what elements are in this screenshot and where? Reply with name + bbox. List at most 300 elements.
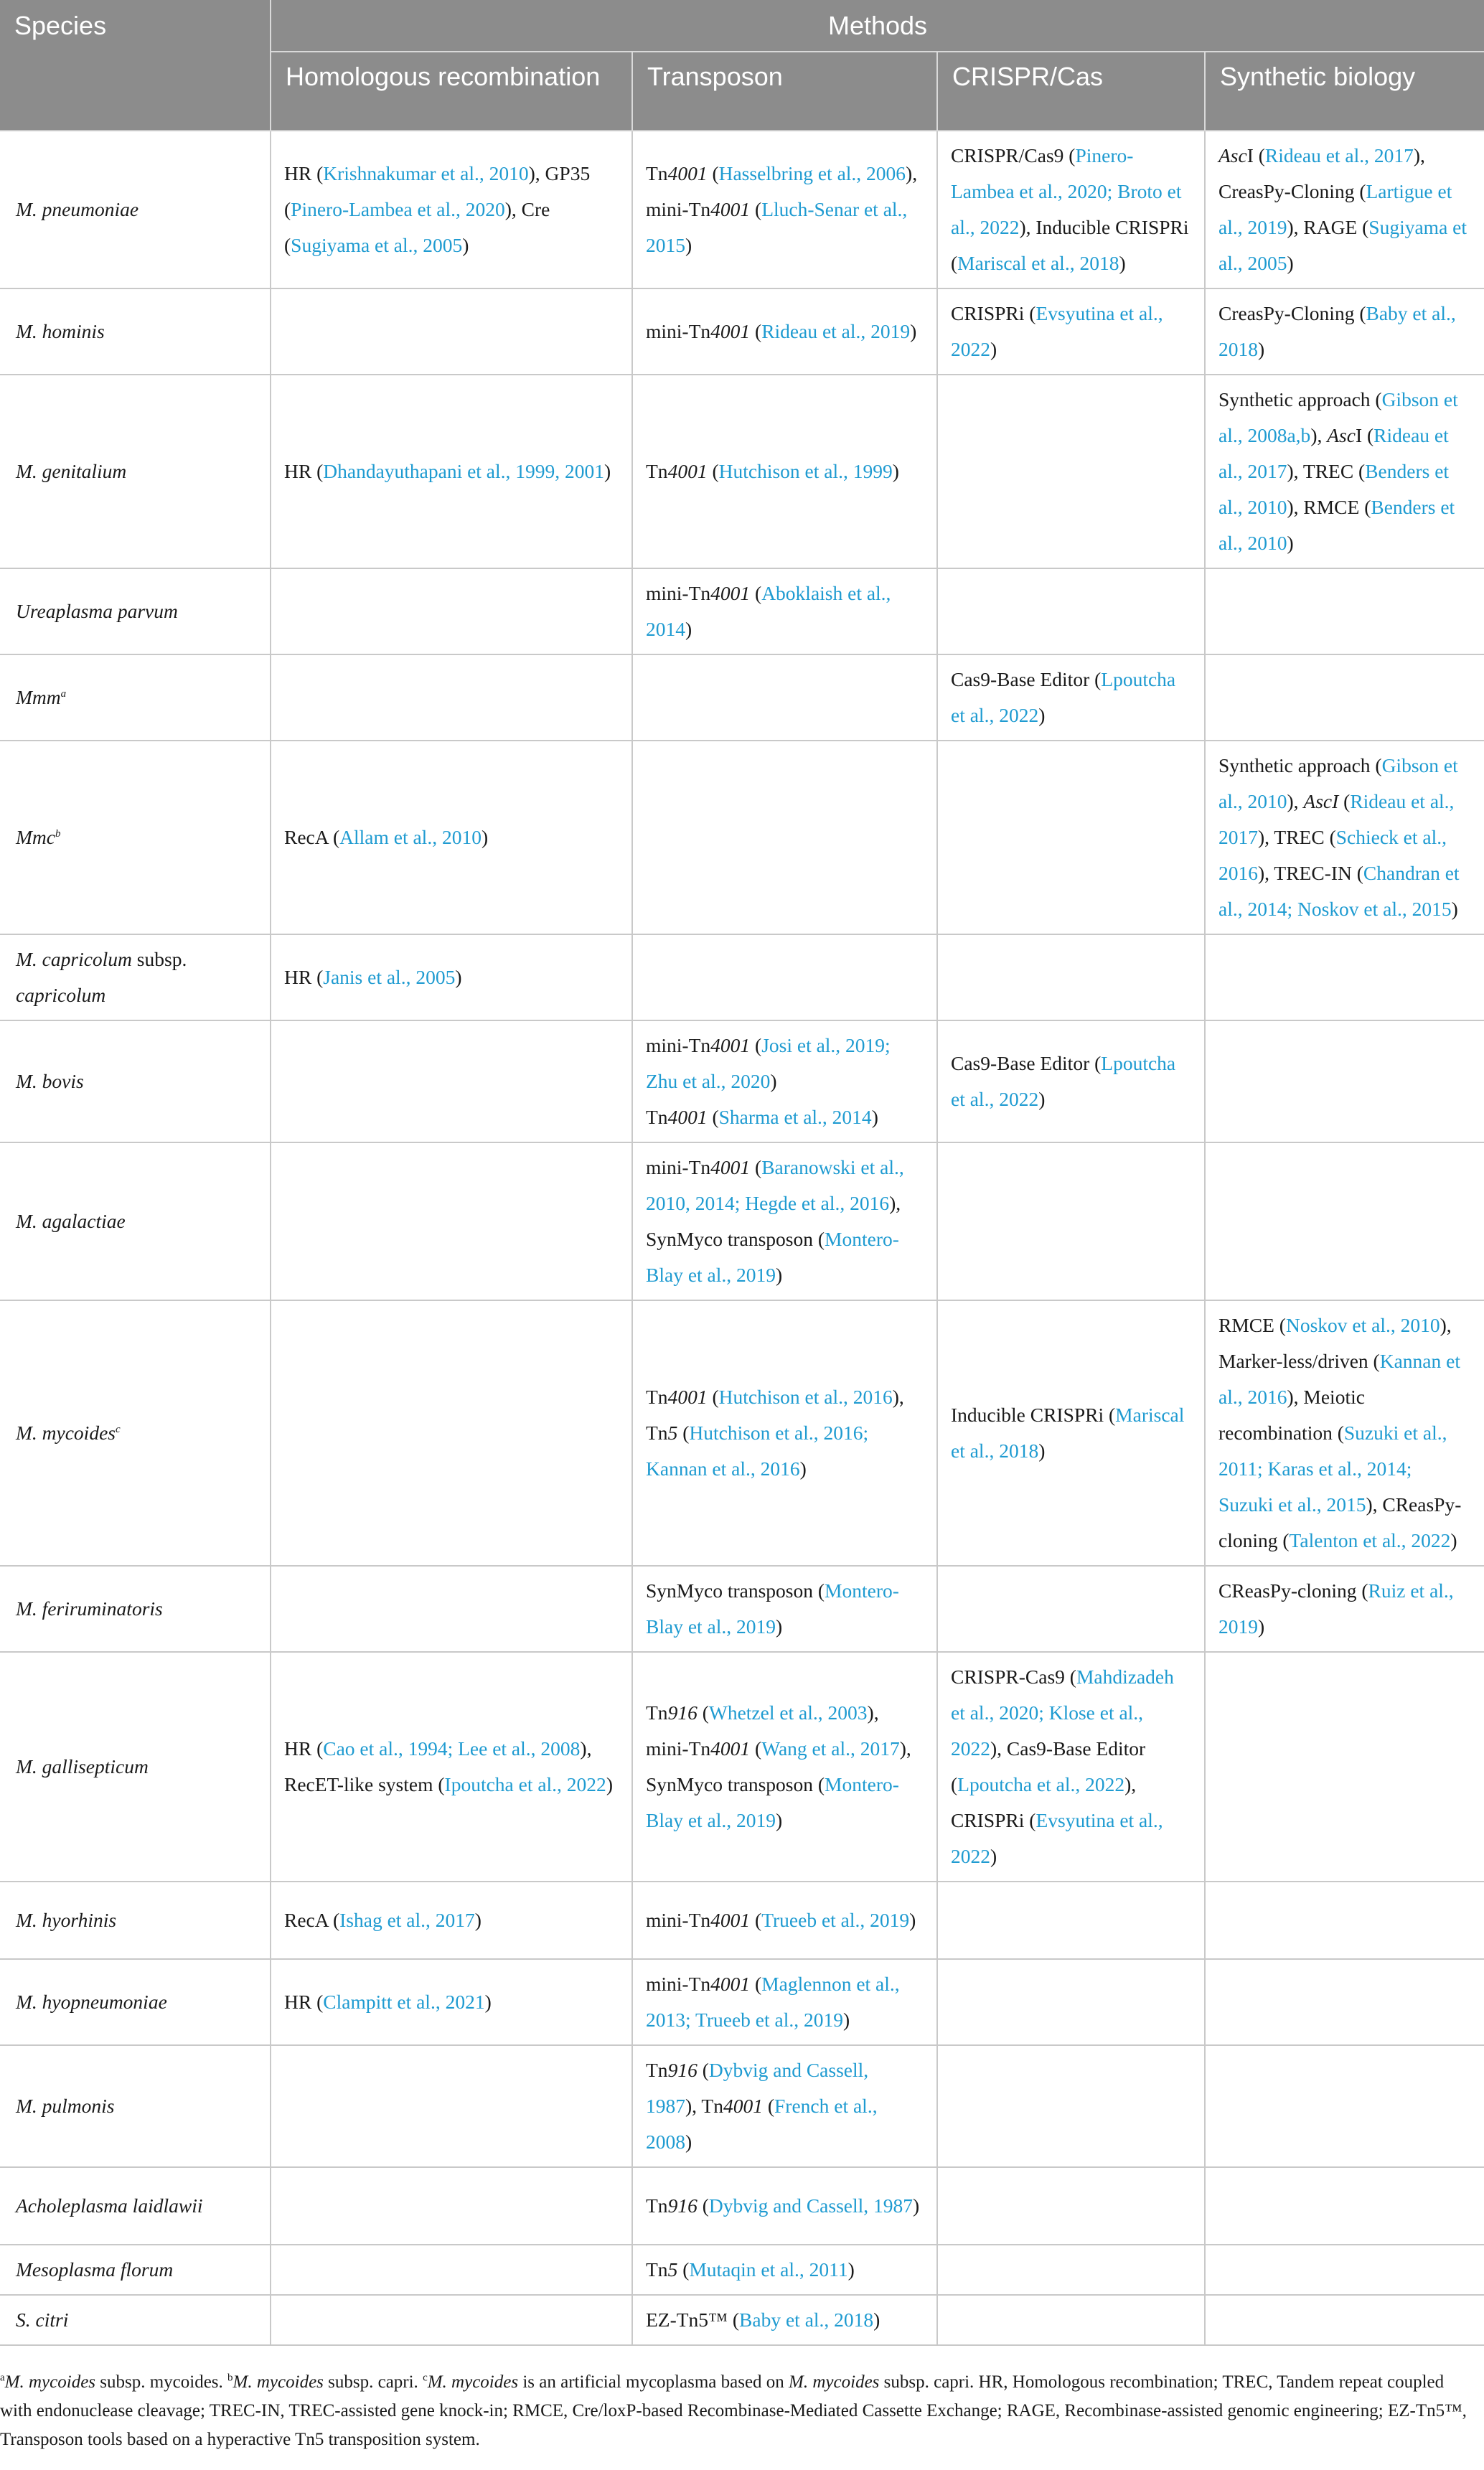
transposon-cell bbox=[632, 1882, 937, 1959]
text-run: ), CReasPy-cloning ( bbox=[1218, 1493, 1462, 1551]
text-run: ) bbox=[1258, 1615, 1265, 1638]
citation-link[interactable]: Hasselbring et al., 2006 bbox=[718, 162, 906, 184]
citation-link[interactable]: Wang et al., 2017 bbox=[761, 1737, 900, 1760]
footnote-marker: a bbox=[0, 2372, 5, 2384]
text-run: Ureaplasma parvum bbox=[16, 600, 178, 622]
citation-link[interactable]: Ishag et al., 2017 bbox=[339, 1909, 475, 1931]
transposon-cell bbox=[632, 2167, 937, 2245]
citation-link[interactable]: Maglennon et al., 2013; Trueeb et al., 2019 bbox=[646, 1973, 900, 2031]
table-row bbox=[0, 1652, 1484, 1882]
text-run: 4001 bbox=[710, 1909, 751, 1931]
text-run: SynMyco transposon ( bbox=[646, 1579, 825, 1602]
transposon-cell bbox=[632, 654, 937, 741]
citation-link[interactable]: Talenton et al., 2022 bbox=[1289, 1529, 1451, 1551]
text-run: 4001 bbox=[710, 1973, 751, 1995]
species-cell bbox=[0, 1959, 271, 2045]
text-run: M. mycoides bbox=[4, 2372, 96, 2392]
table-row bbox=[0, 1020, 1484, 1142]
citation-link[interactable]: Allam et al., 2010 bbox=[339, 826, 482, 848]
synthetic-biology-cell bbox=[1205, 934, 1484, 1020]
text-run: M. agalactiae bbox=[16, 1210, 126, 1232]
citation-link[interactable]: Montero-Blay et al., 2019 bbox=[646, 1579, 899, 1638]
text-run: M. mycoides bbox=[789, 2372, 880, 2392]
table-body bbox=[0, 131, 1484, 2345]
text-run: ) bbox=[474, 1909, 482, 1931]
species-cell bbox=[0, 1652, 271, 1882]
text-run: M. bovis bbox=[16, 1070, 84, 1092]
transposon-cell bbox=[632, 2295, 937, 2345]
text-run: CReasPy-cloning ( bbox=[1218, 1579, 1368, 1602]
text-run: ( bbox=[677, 2258, 690, 2281]
text-run: ( bbox=[697, 1701, 709, 1724]
text-run: M. hyorhinis bbox=[16, 1909, 117, 1931]
text-run: ), RMCE ( bbox=[1287, 496, 1371, 518]
text-run: ( bbox=[750, 1909, 762, 1931]
text-run: Cas9-Base Editor ( bbox=[951, 1052, 1102, 1074]
synthetic-biology-cell bbox=[1205, 1959, 1484, 2045]
text-run: Synthetic approach ( bbox=[1218, 754, 1382, 776]
citation-link[interactable]: Cao et al., 1994; Lee et al., 2008 bbox=[323, 1737, 581, 1760]
text-run: ) bbox=[484, 1991, 492, 2013]
text-run: subsp. capri. HR, Homologous recombination; TREC, Tandem repeat coupled with endonuclease cleavage; TREC-IN, TREC-assisted gene knock-in; RMCE, Cre/loxP-based Recombinase-Mediated Cassette Exchange; RAGE, Recombinase-assisted genomic engineering; EZ-Tn5™, Transposon tools based on a hyperactive Tn5 transposition system. bbox=[0, 2372, 1467, 2449]
text-run: ( bbox=[750, 198, 762, 220]
transposon-cell bbox=[632, 1142, 937, 1300]
text-run: ) bbox=[1451, 898, 1458, 920]
citation-link[interactable]: Dybvig and Cassell, 1987 bbox=[708, 2194, 914, 2217]
text-run: I ( bbox=[1246, 144, 1265, 166]
citation-link[interactable]: Ipoutcha et al., 2022 bbox=[444, 1773, 606, 1795]
text-run: M. mycoides bbox=[16, 1422, 116, 1444]
synthetic-biology-cell bbox=[1205, 654, 1484, 741]
text-run: M. pulmonis bbox=[16, 2095, 115, 2117]
text-run: mini-Tn bbox=[646, 320, 711, 342]
crispr-cas-cell bbox=[937, 1652, 1205, 1882]
table-row bbox=[0, 288, 1484, 375]
homologous-recombination-cell bbox=[271, 375, 632, 568]
text-run: 4001 bbox=[710, 320, 751, 342]
text-run: M. hyopneumoniae bbox=[16, 1991, 167, 2013]
citation-link[interactable]: Gibson et al., 2008a,b bbox=[1218, 388, 1458, 446]
text-run: 4001 bbox=[710, 1034, 751, 1056]
text-run: ), RAGE ( bbox=[1287, 216, 1369, 238]
homologous-recombination-header: Homologous recombination bbox=[271, 52, 632, 131]
text-run: subsp. capri. bbox=[323, 2372, 423, 2392]
text-run: M. mycoides bbox=[427, 2372, 519, 2392]
text-run: ) bbox=[685, 2131, 692, 2153]
homologous-recombination-cell bbox=[271, 1020, 632, 1142]
text-run: ) bbox=[455, 966, 462, 988]
text-run: ( bbox=[750, 320, 762, 342]
text-run: ), Cre ( bbox=[284, 198, 550, 256]
citation-link[interactable]: Evsyutina et al., 2022 bbox=[951, 302, 1163, 360]
crispr-cas-cell bbox=[937, 654, 1205, 741]
synthetic-biology-cell bbox=[1205, 2167, 1484, 2245]
text-run: CreasPy-Cloning ( bbox=[1218, 302, 1366, 324]
homologous-recombination-cell bbox=[271, 2045, 632, 2167]
text-run: HR ( bbox=[284, 162, 324, 184]
text-run: M. capricolum bbox=[16, 948, 132, 970]
text-run: M. gallisepticum bbox=[16, 1755, 149, 1778]
methods-header: Methods bbox=[271, 0, 1484, 52]
text-run: Cas9-Base Editor ( bbox=[951, 668, 1102, 690]
synthetic-biology-cell bbox=[1205, 131, 1484, 288]
citation-link[interactable]: Montero-Blay et al., 2019 bbox=[646, 1773, 899, 1831]
text-run: ) bbox=[1038, 704, 1046, 726]
citation-link[interactable]: Noskov et al., 2010 bbox=[1285, 1314, 1440, 1336]
citation-link[interactable]: Chandran et al., 2014; Noskov et al., 2015 bbox=[1218, 862, 1460, 920]
text-run: mini-Tn bbox=[646, 1973, 711, 1995]
citation-link[interactable]: Dybvig and Cassell, 1987 bbox=[646, 2059, 869, 2117]
text-run: Mmm bbox=[16, 686, 61, 708]
synthetic-biology-cell bbox=[1205, 288, 1484, 375]
text-run: mini-Tn bbox=[646, 582, 711, 604]
citation-link[interactable]: Trueeb et al., 2019 bbox=[761, 1909, 910, 1931]
text-run: Acholeplasma laidlawii bbox=[16, 2194, 203, 2217]
text-run: ) bbox=[1450, 1529, 1457, 1551]
species-cell bbox=[0, 1882, 271, 1959]
citation-link[interactable]: Rideau et al., 2019 bbox=[761, 320, 911, 342]
text-run: ) bbox=[910, 320, 917, 342]
citation-link[interactable]: Baranowski et al., 2010, 2014; Hegde et al., 2016 bbox=[646, 1156, 904, 1214]
text-run: 5 bbox=[667, 1422, 678, 1444]
text-run: 4001 bbox=[710, 1156, 751, 1178]
text-run: ), SynMyco transposon ( bbox=[646, 1192, 901, 1250]
citation-link[interactable]: Aboklaish et al., 2014 bbox=[646, 582, 891, 640]
text-run: ( bbox=[697, 2059, 709, 2081]
table-row bbox=[0, 1959, 1484, 2045]
text-run: ), TREC ( bbox=[1287, 460, 1366, 482]
citation-link[interactable]: Lpoutcha et al., 2022 bbox=[957, 1773, 1125, 1795]
crispr-cas-cell bbox=[937, 568, 1205, 654]
text-run: ) bbox=[799, 1457, 807, 1480]
table-row bbox=[0, 1300, 1484, 1566]
text-run: Tn bbox=[646, 460, 668, 482]
table-footnote bbox=[0, 2368, 1478, 2454]
crispr-cas-cell bbox=[937, 1020, 1205, 1142]
citation-link[interactable]: Dhandayuthapani et al., 1999, 2001 bbox=[323, 460, 605, 482]
text-run: ( bbox=[697, 2194, 709, 2217]
species-cell bbox=[0, 2295, 271, 2345]
text-run: 4001 bbox=[723, 2095, 763, 2117]
table-row bbox=[0, 2295, 1484, 2345]
citation-link[interactable]: Pinero-Lambea et al., 2020 bbox=[291, 198, 505, 220]
transposon-header: Transposon bbox=[632, 52, 937, 131]
synthetic-biology-cell bbox=[1205, 2295, 1484, 2345]
table-row bbox=[0, 934, 1484, 1020]
citation-link[interactable]: Hutchison et al., 2016; Kannan et al., 2016 bbox=[646, 1422, 869, 1480]
text-run: ( bbox=[750, 1973, 762, 1995]
citation-link[interactable]: Rideau et al., 2017 bbox=[1218, 424, 1449, 482]
citation-link[interactable]: French et al., 2008 bbox=[646, 2095, 878, 2153]
text-run: ), Inducible CRISPRi ( bbox=[951, 216, 1189, 274]
text-run: ) bbox=[1287, 532, 1294, 554]
citation-link[interactable]: Sugiyama et al., 2005 bbox=[291, 234, 463, 256]
text-run: ) bbox=[685, 234, 692, 256]
text-run: ) bbox=[481, 826, 489, 848]
text-run: Tn bbox=[646, 1701, 668, 1724]
homologous-recombination-cell bbox=[271, 2167, 632, 2245]
text-run: mini-Tn bbox=[646, 1909, 711, 1931]
text-run: 4001 bbox=[667, 460, 708, 482]
transposon-cell bbox=[632, 131, 937, 288]
synthetic-biology-header: Synthetic biology bbox=[1205, 52, 1484, 131]
homologous-recombination-cell bbox=[271, 288, 632, 375]
species-cell bbox=[0, 2045, 271, 2167]
crispr-cas-cell bbox=[937, 2045, 1205, 2167]
footnote-marker: b bbox=[55, 827, 61, 840]
text-run: M. genitalium bbox=[16, 460, 127, 482]
synthetic-biology-cell bbox=[1205, 1882, 1484, 1959]
crispr-cas-cell bbox=[937, 2245, 1205, 2295]
text-run: 5 bbox=[667, 2258, 678, 2281]
text-run: M. mycoides bbox=[233, 2372, 324, 2392]
citation-link[interactable]: Schieck et al., 2016 bbox=[1218, 826, 1447, 884]
text-run: is an artificial mycoplasma based on bbox=[518, 2372, 789, 2392]
text-run: M. hominis bbox=[16, 320, 105, 342]
text-run: ), CreasPy-Cloning ( bbox=[1218, 144, 1425, 202]
citation-link[interactable]: Montero-Blay et al., 2019 bbox=[646, 1228, 899, 1286]
text-run: ), Cas9-Base Editor ( bbox=[951, 1737, 1146, 1795]
synthetic-biology-cell bbox=[1205, 375, 1484, 568]
text-run: ), GP35 ( bbox=[284, 162, 591, 220]
text-run: ) bbox=[776, 1264, 783, 1286]
homologous-recombination-cell bbox=[271, 1300, 632, 1566]
crispr-cas-header: CRISPR/Cas bbox=[937, 52, 1205, 131]
text-run: AscI bbox=[1303, 790, 1339, 812]
text-run: ), mini-Tn bbox=[646, 162, 918, 220]
homologous-recombination-cell bbox=[271, 131, 632, 288]
text-run: ) bbox=[1258, 338, 1265, 360]
homologous-recombination-cell bbox=[271, 1959, 632, 2045]
text-run: Tn bbox=[646, 2194, 668, 2217]
species-cell bbox=[0, 375, 271, 568]
text-run: ) bbox=[770, 1070, 777, 1092]
footnote-marker: b bbox=[227, 2372, 233, 2384]
citation-link[interactable]: Krishnakumar et al., 2010 bbox=[323, 162, 529, 184]
species-cell bbox=[0, 568, 271, 654]
table-row bbox=[0, 2245, 1484, 2295]
citation-link[interactable]: Mahdizadeh et al., 2020; Klose et al., 2022 bbox=[951, 1666, 1174, 1760]
text-run: ) bbox=[1119, 252, 1126, 274]
homologous-recombination-cell bbox=[271, 1882, 632, 1959]
table-row bbox=[0, 1142, 1484, 1300]
species-cell bbox=[0, 1300, 271, 1566]
citation-link[interactable]: Lluch-Senar et al., 2015 bbox=[646, 198, 908, 256]
text-run: ), Meiotic recombination ( bbox=[1218, 1386, 1365, 1444]
text-run: Asc bbox=[1327, 424, 1356, 446]
transposon-cell bbox=[632, 1300, 937, 1566]
text-run: ( bbox=[707, 460, 719, 482]
text-run: ) bbox=[990, 1845, 997, 1867]
synthetic-biology-cell bbox=[1205, 1020, 1484, 1142]
text-run: ) bbox=[843, 2009, 850, 2031]
text-run: ) bbox=[685, 618, 692, 640]
text-run: ( bbox=[750, 1034, 762, 1056]
text-run: Synthetic approach ( bbox=[1218, 388, 1382, 410]
text-run: S. citri bbox=[16, 2309, 69, 2331]
text-run: Tn bbox=[646, 162, 668, 184]
citation-link[interactable]: Ruiz et al., 2019 bbox=[1218, 1579, 1454, 1638]
citation-link[interactable]: Baby et al., 2018 bbox=[1218, 302, 1456, 360]
citation-link[interactable]: Hutchison et al., 1999 bbox=[718, 460, 893, 482]
text-run: ), TREC-IN ( bbox=[1258, 862, 1363, 884]
text-run: subsp. bbox=[131, 948, 187, 970]
synthetic-biology-cell bbox=[1205, 1652, 1484, 1882]
text-run: 4001 bbox=[710, 582, 751, 604]
crispr-cas-cell bbox=[937, 741, 1205, 934]
text-run: mini-Tn bbox=[646, 1156, 711, 1178]
synthetic-biology-cell bbox=[1205, 568, 1484, 654]
species-cell bbox=[0, 2245, 271, 2295]
text-run: capricolum bbox=[16, 984, 106, 1006]
text-run: M. feriruminatoris bbox=[16, 1597, 163, 1620]
species-header: Species bbox=[0, 0, 271, 131]
table-row bbox=[0, 654, 1484, 741]
crispr-cas-cell bbox=[937, 934, 1205, 1020]
citation-link[interactable]: Clampitt et al., 2021 bbox=[323, 1991, 485, 2013]
text-run: ), mini-Tn bbox=[646, 1701, 879, 1760]
citation-link[interactable]: Hutchison et al., 2016 bbox=[718, 1386, 893, 1408]
text-run: 4001 bbox=[710, 1737, 751, 1760]
text-run: ( bbox=[750, 582, 762, 604]
crispr-cas-cell bbox=[937, 375, 1205, 568]
species-cell bbox=[0, 741, 271, 934]
citation-link[interactable]: Janis et al., 2005 bbox=[323, 966, 456, 988]
transposon-cell bbox=[632, 934, 937, 1020]
citation-link[interactable]: Benders et al., 2010 bbox=[1218, 460, 1450, 518]
header-row-top bbox=[0, 0, 1484, 52]
species-cell bbox=[0, 934, 271, 1020]
transposon-cell bbox=[632, 568, 937, 654]
text-run: ( bbox=[750, 1156, 762, 1178]
text-run: 916 bbox=[667, 1701, 698, 1724]
text-run: 916 bbox=[667, 2059, 698, 2081]
crispr-cas-cell bbox=[937, 288, 1205, 375]
text-run: ) bbox=[892, 460, 899, 482]
text-run: ) bbox=[462, 234, 469, 256]
text-run: ) bbox=[776, 1809, 783, 1831]
citation-link[interactable]: Lpoutcha et al., 2022 bbox=[951, 1052, 1176, 1110]
text-run: Inducible CRISPRi ( bbox=[951, 1404, 1116, 1426]
synthetic-biology-cell bbox=[1205, 2045, 1484, 2167]
crispr-cas-cell bbox=[937, 1882, 1205, 1959]
text-run: 916 bbox=[667, 2194, 698, 2217]
text-run: Tn bbox=[646, 2258, 668, 2281]
text-run: ( bbox=[677, 1422, 690, 1444]
footnote-marker: a bbox=[60, 687, 67, 700]
citation-link[interactable]: Evsyutina et al., 2022 bbox=[951, 1809, 1163, 1867]
species-cell bbox=[0, 2167, 271, 2245]
text-run: ) bbox=[776, 1615, 783, 1638]
citation-link[interactable]: Mutaqin et al., 2011 bbox=[689, 2258, 848, 2281]
text-run: ) bbox=[873, 2309, 880, 2331]
table-row bbox=[0, 131, 1484, 288]
text-run: I ( bbox=[1355, 424, 1374, 446]
table-row bbox=[0, 568, 1484, 654]
text-run: 4001 bbox=[667, 1106, 708, 1128]
text-run: RecA ( bbox=[284, 1909, 340, 1931]
crispr-cas-cell bbox=[937, 1959, 1205, 2045]
text-run: HR ( bbox=[284, 1991, 324, 2013]
crispr-cas-cell bbox=[937, 1300, 1205, 1566]
text-run: ) bbox=[606, 1773, 613, 1795]
citation-link[interactable]: Baby et al., 2018 bbox=[739, 2309, 874, 2331]
transposon-cell bbox=[632, 375, 937, 568]
text-run: mini-Tn bbox=[646, 1034, 711, 1056]
text-run: M. pneumoniae bbox=[16, 198, 139, 220]
text-run: Mmc bbox=[16, 826, 55, 848]
text-run: ), SynMyco transposon ( bbox=[646, 1737, 911, 1795]
citation-link[interactable]: Suzuki et al., 2011; Karas et al., 2014; Suzuki et al., 2015 bbox=[1218, 1422, 1447, 1516]
crispr-cas-cell bbox=[937, 2295, 1205, 2345]
synthetic-biology-cell bbox=[1205, 1300, 1484, 1566]
citation-link[interactable]: Gibson et al., 2010 bbox=[1218, 754, 1458, 812]
homologous-recombination-cell bbox=[271, 568, 632, 654]
text-run: Mesoplasma florum bbox=[16, 2258, 174, 2281]
text-run: 4001 bbox=[667, 162, 708, 184]
citation-link[interactable]: Mariscal et al., 2018 bbox=[951, 1404, 1185, 1462]
text-run: ) bbox=[1038, 1088, 1046, 1110]
text-run: Asc bbox=[1218, 144, 1247, 166]
homologous-recombination-cell bbox=[271, 1652, 632, 1882]
text-run: Tn bbox=[646, 1386, 668, 1408]
text-run: EZ-Tn5™ ( bbox=[646, 2309, 740, 2331]
transposon-cell bbox=[632, 1959, 937, 2045]
citation-link[interactable]: Lartigue et al., 2019 bbox=[1218, 180, 1452, 238]
homologous-recombination-cell bbox=[271, 2295, 632, 2345]
text-run: Tn bbox=[646, 1106, 668, 1128]
text-run: RMCE ( bbox=[1218, 1314, 1286, 1336]
text-run: ( bbox=[707, 1386, 719, 1408]
text-run: HR ( bbox=[284, 1737, 324, 1760]
transposon-cell bbox=[632, 1652, 937, 1882]
citation-link[interactable]: Pinero-Lambea et al., 2020; Broto et al., 2022 bbox=[951, 144, 1182, 238]
homologous-recombination-cell bbox=[271, 741, 632, 934]
text-run: ), Tn bbox=[685, 2095, 723, 2117]
text-run: ) bbox=[990, 338, 997, 360]
citation-link[interactable]: Sugiyama et al., 2005 bbox=[1218, 216, 1467, 274]
homologous-recombination-cell bbox=[271, 2245, 632, 2295]
citation-link[interactable]: Rideau et al., 2017 bbox=[1218, 790, 1455, 848]
citation-link[interactable]: Kannan et al., 2016 bbox=[1218, 1350, 1460, 1408]
citation-link[interactable]: Benders et al., 2010 bbox=[1218, 496, 1455, 554]
citation-link[interactable]: Josi et al., 2019; Zhu et al., 2020 bbox=[646, 1034, 891, 1092]
species-cell bbox=[0, 131, 271, 288]
footnote-marker: c bbox=[423, 2372, 428, 2384]
text-run: 4001 bbox=[667, 1386, 708, 1408]
transposon-cell bbox=[632, 741, 937, 934]
synthetic-biology-cell bbox=[1205, 1142, 1484, 1300]
text-run: ), RecET-like system ( bbox=[284, 1737, 592, 1795]
citation-link[interactable]: Rideau et al., 2017 bbox=[1264, 144, 1414, 166]
homologous-recombination-cell bbox=[271, 654, 632, 741]
footnote-marker: c bbox=[115, 1423, 121, 1435]
citation-link[interactable]: Sharma et al., 2014 bbox=[718, 1106, 872, 1128]
text-run: ( bbox=[762, 2095, 775, 2117]
transposon-cell bbox=[632, 2245, 937, 2295]
table-row bbox=[0, 1566, 1484, 1652]
species-cell bbox=[0, 1142, 271, 1300]
citation-link[interactable]: Whetzel et al., 2003 bbox=[708, 1701, 868, 1724]
text-run: CRISPR-Cas9 ( bbox=[951, 1666, 1076, 1688]
homologous-recombination-cell bbox=[271, 1566, 632, 1652]
text-run: ( bbox=[707, 1106, 719, 1128]
citation-link[interactable]: Lpoutcha et al., 2022 bbox=[951, 668, 1176, 726]
species-cell bbox=[0, 654, 271, 741]
text-run: ) bbox=[913, 2194, 920, 2217]
citation-link[interactable]: Mariscal et al., 2018 bbox=[957, 252, 1119, 274]
homologous-recombination-cell bbox=[271, 1142, 632, 1300]
